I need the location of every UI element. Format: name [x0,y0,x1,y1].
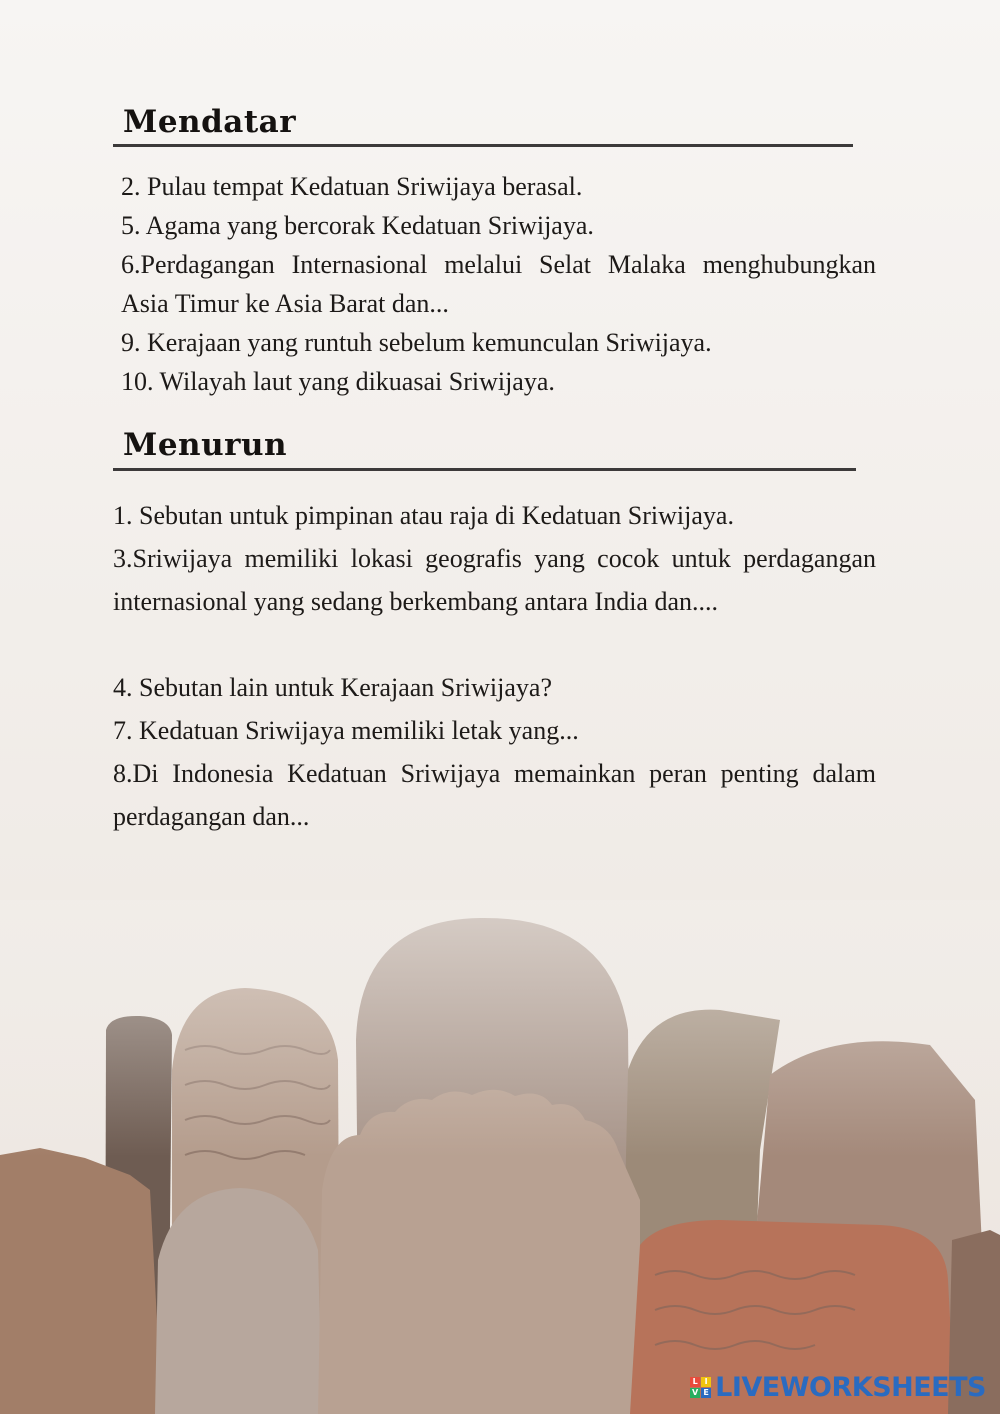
menurun-clue-3: 3.Sriwijaya memiliki lokasi geografis yang cocok untuk perdagangan internasional yang sedang berkembang antara India dan.... [113,544,876,616]
menurun-clue-1: 1. Sebutan untuk pimpinan atau raja di Kedatuan Sriwijaya. [113,501,734,530]
menurun-heading: Menurun [123,427,288,463]
menurun-clue-4: 4. Sebutan lain untuk Kerajaan Sriwijaya? [113,673,552,702]
logo-letter: E [701,1388,711,1398]
mendatar-underline [113,144,853,147]
liveworksheets-brand [690,1372,986,1402]
menurun-clue-8: 8.Di Indonesia Kedatuan Sriwijaya memainkan peran penting dalam perdagangan dan... [113,759,876,831]
mendatar-clue-6: 6.Perdagangan Internasional melalui Selat Malaka menghubungkan Asia Timur ke Asia Barat dan... [121,250,876,318]
mendatar-heading: Mendatar [123,104,297,140]
logo-letter: I [701,1377,711,1387]
mendatar-clue-9: 9. Kerajaan yang runtuh sebelum kemunculan Sriwijaya. [121,328,712,357]
menurun-underline [113,468,856,471]
inscription-stones-illustration [0,900,1000,1414]
liveworksheets-logo-icon [690,1377,711,1398]
mendatar-clue-5: 5. Agama yang bercorak Kedatuan Sriwijaya. [121,211,594,240]
logo-letter: L [690,1377,700,1387]
logo-letter: V [692,1387,699,1397]
brand-text: LIVEWORKSHEETS [715,1371,986,1403]
mendatar-clue-2: 2. Pulau tempat Kedatuan Sriwijaya berasal. [121,172,583,201]
menurun-clue-7: 7. Kedatuan Sriwijaya memiliki letak yang... [113,716,579,745]
mendatar-clue-10: 10. Wilayah laut yang dikuasai Sriwijaya. [121,367,555,396]
